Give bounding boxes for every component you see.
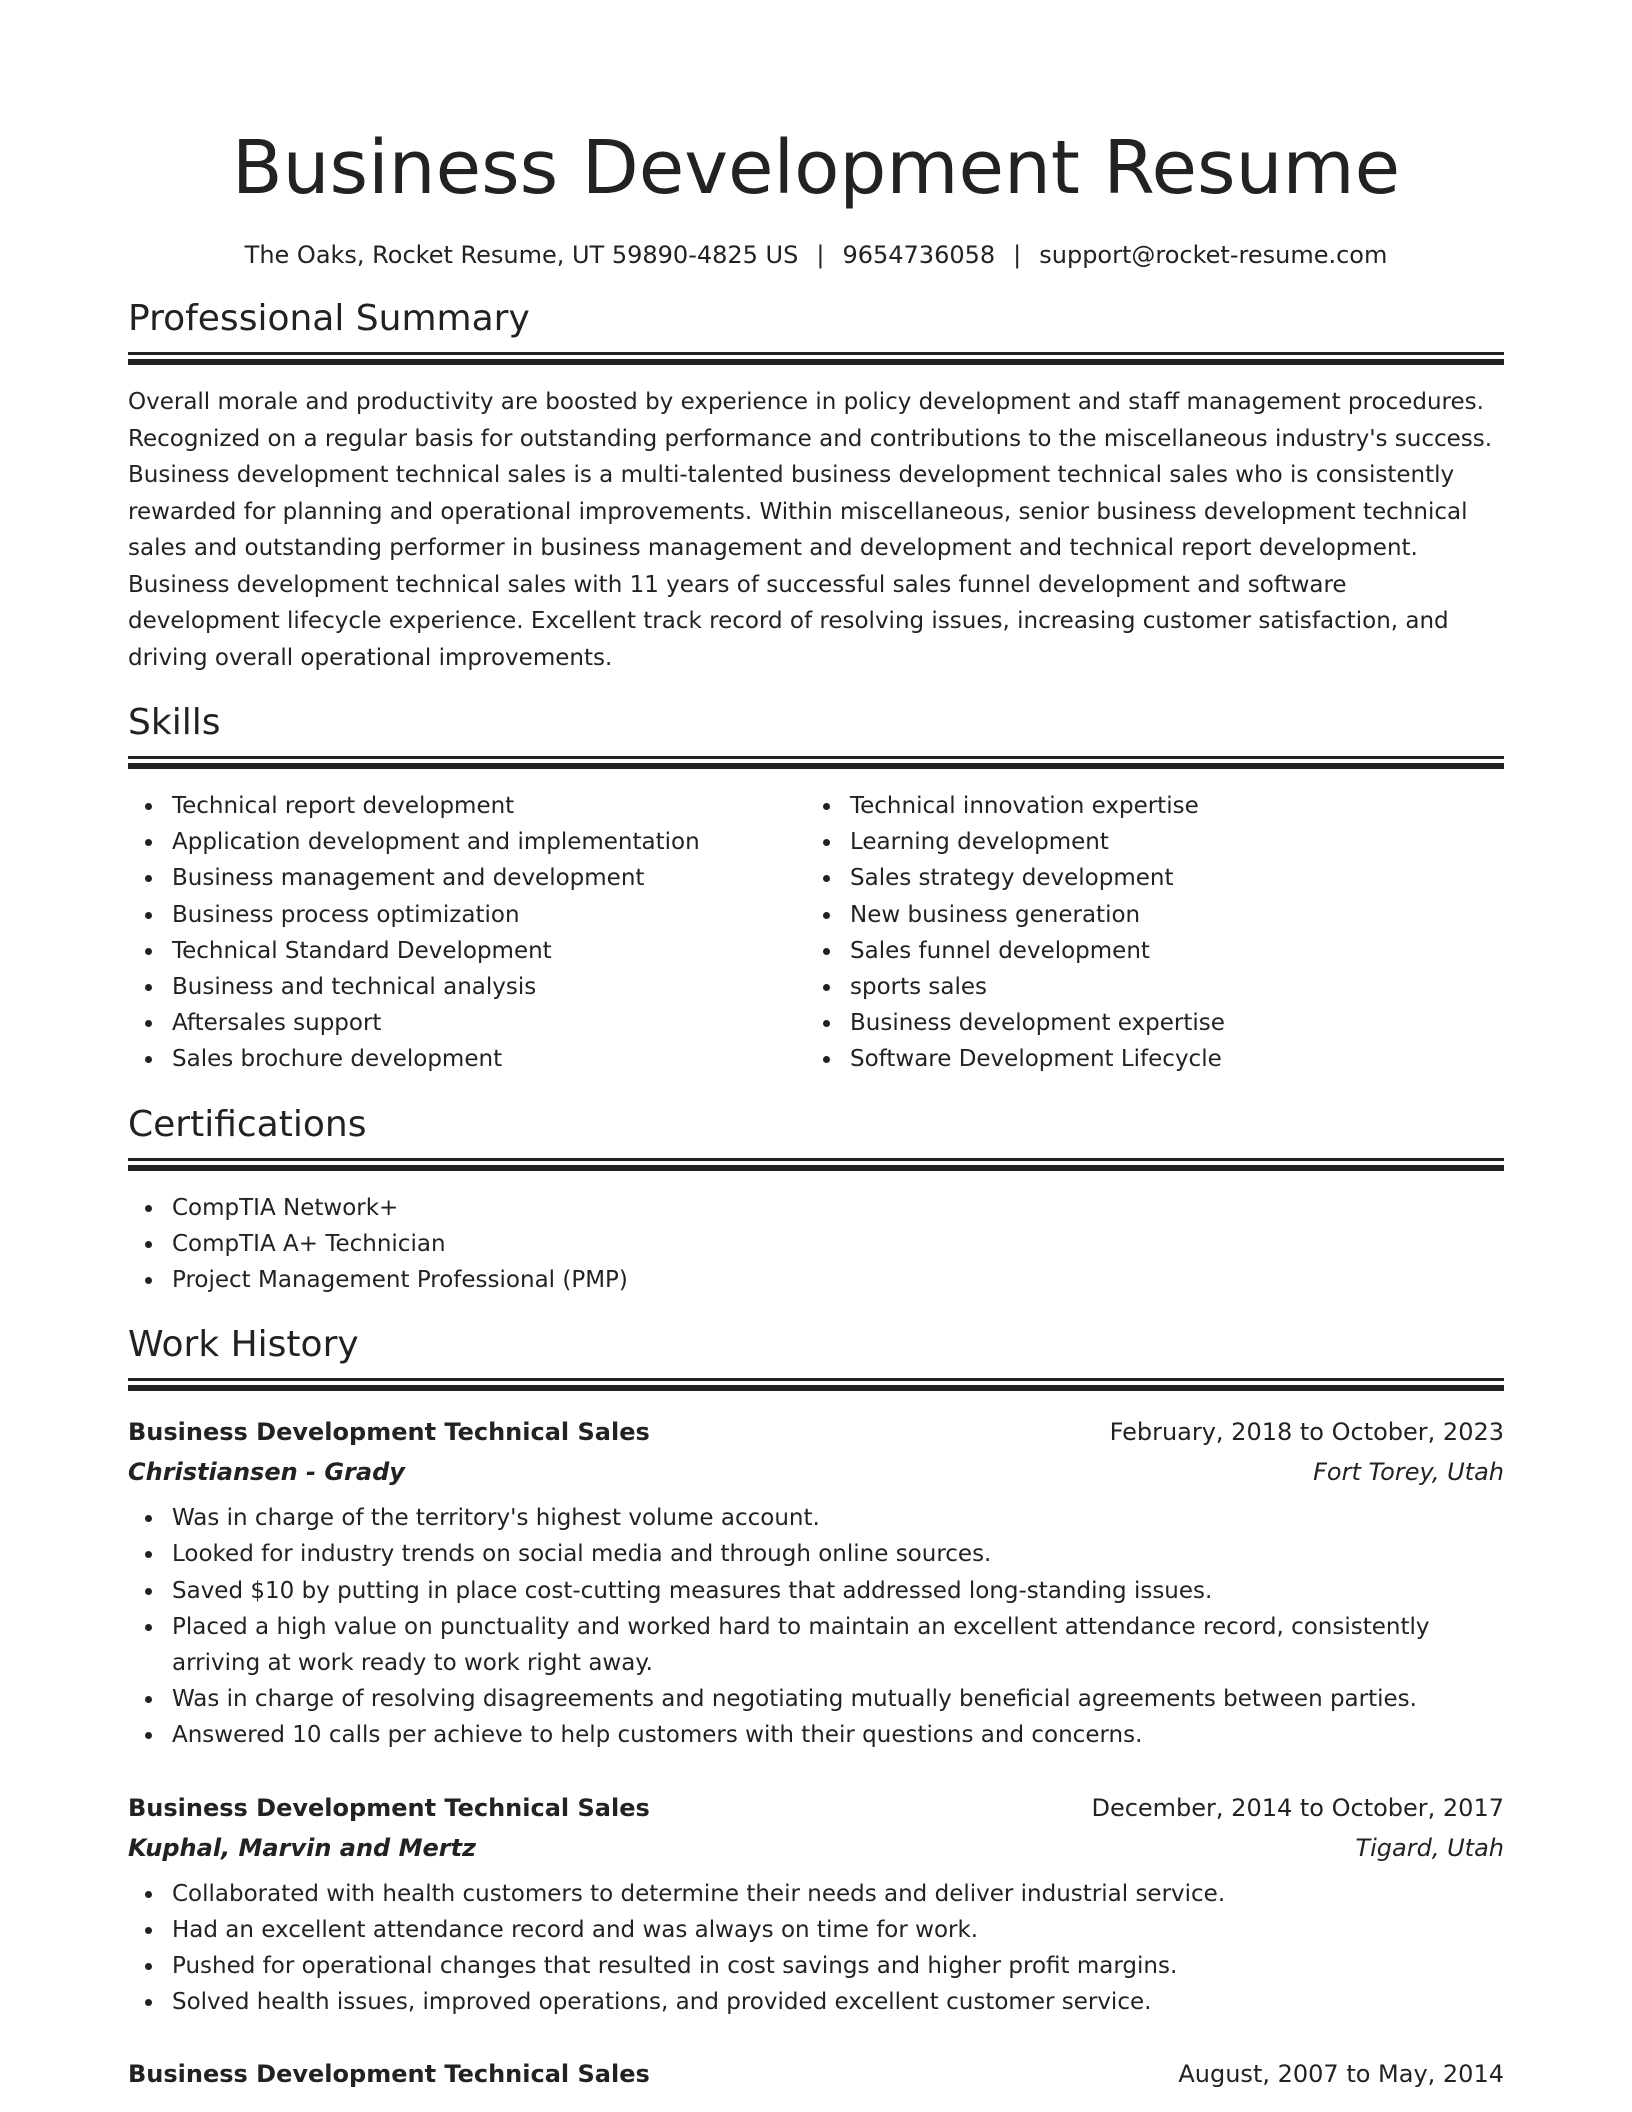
job-dates: August, 2007 to May, 2014	[1178, 2060, 1504, 2089]
skill-item: Aftersales support	[172, 1005, 806, 1041]
section-heading: Work History	[128, 1324, 359, 1366]
summary-text: Overall morale and productivity are boosted by experience in policy development and staff management procedures. Recognized on a regular basis for outstanding performance and contributions to the miscellaneous industry's success. Business development technical sales is a multi-talented business development technical sales who is consistently rewarded for planning and operational improvements. Within miscellaneous, senior business development technical sales and outstanding performer in business management and development and technical report development. Business development technical sales with 11 years of successful sales funnel development and software development lifecycle experience. Excellent track record of resolving issues, increasing customer satisfaction, and driving overall operational improvements.	[128, 389, 1493, 671]
resume-page	[128, 0, 1504, 2094]
contact-email: support@rocket-resume.com	[1039, 241, 1388, 269]
job-duty: Saved $10 by putting in place cost-cutting measures that addressed long-standing issues.	[172, 1573, 1504, 1609]
job-duty: Collaborated with health customers to determine their needs and deliver industrial service.	[172, 1876, 1504, 1912]
skill-item: Sales funnel development	[850, 933, 1548, 969]
skill-item: Software Development Lifecycle	[850, 1041, 1548, 1077]
resume-title: Business Development Resume	[231, 125, 1401, 211]
skill-item: Technical innovation expertise	[850, 788, 1548, 824]
job-duty: Answered 10 calls per achieve to help customers with their questions and concerns.	[172, 1717, 1504, 1753]
skill-item: Technical Standard Development	[172, 933, 806, 969]
skill-item: Learning development	[850, 824, 1548, 860]
contact-address: The Oaks, Rocket Resume, UT 59890-4825 US	[244, 241, 799, 269]
skills-list-right	[806, 788, 1548, 1078]
skill-item: Business process optimization	[172, 897, 806, 933]
skill-item: Business and technical analysis	[172, 969, 806, 1005]
job-duty: Solved health issues, improved operations, and provided excellent customer service.	[172, 1984, 1504, 2020]
skill-item: Technical report development	[172, 788, 806, 824]
section-skills	[128, 700, 1504, 1078]
skills-list-left	[128, 788, 806, 1078]
job-title: Business Development Technical Sales	[128, 1793, 650, 1822]
job-location: Fort Torey, Utah	[1313, 1458, 1504, 1487]
skill-item: Business management and development	[172, 860, 806, 896]
section-divider	[128, 1158, 1504, 1180]
section-work-history	[128, 1322, 1504, 2094]
section-heading: Skills	[128, 702, 221, 743]
job-company-row	[128, 1828, 1504, 1868]
skill-item: sports sales	[850, 969, 1548, 1005]
certification-item: CompTIA A+ Technician	[172, 1226, 1504, 1262]
job-header-row	[128, 2054, 1504, 2094]
contact-phone: 9654736058	[842, 241, 996, 269]
job-company: Christiansen - Grady	[128, 1458, 405, 1487]
certifications-list	[128, 1190, 1504, 1299]
section-divider	[128, 352, 1504, 374]
skill-item: Sales brochure development	[172, 1041, 806, 1077]
contact-line	[128, 238, 1504, 272]
job-duty: Was in charge of resolving disagreements and negotiating mutually beneficial agreements between parties.	[172, 1681, 1504, 1717]
job-duty: Looked for industry trends on social media and through online sources.	[172, 1536, 1504, 1572]
job-location: Tigard, Utah	[1355, 1833, 1504, 1862]
skills-grid	[128, 788, 1504, 1078]
job-duty: Had an excellent attendance record and was always on time for work.	[172, 1912, 1504, 1948]
section-professional-summary	[128, 296, 1504, 676]
job-dates: December, 2014 to October, 2017	[1091, 1793, 1504, 1822]
skill-item: Application development and implementation	[172, 824, 806, 860]
section-heading: Professional Summary	[128, 298, 530, 339]
job-company-row	[128, 1452, 1504, 1492]
job-entry	[128, 2054, 1504, 2094]
job-entry	[128, 1412, 1504, 1753]
skill-item: New business generation	[850, 897, 1548, 933]
job-duty: Placed a high value on punctuality and worked hard to maintain an excellent attendance record, consistently arriving at work ready to work right away.	[172, 1609, 1504, 1681]
job-duty: Pushed for operational changes that resulted in cost savings and higher profit margins.	[172, 1948, 1504, 1984]
job-company: Kuphal, Marvin and Mertz	[128, 1833, 477, 1862]
skill-item: Business development expertise	[850, 1005, 1548, 1041]
job-entry	[128, 1788, 1504, 2021]
job-title: Business Development Technical Sales	[128, 1418, 650, 1447]
job-header-row	[128, 1412, 1504, 1452]
section-certifications	[128, 1102, 1504, 1299]
contact-separator: |	[1013, 241, 1022, 269]
job-header-row	[128, 1788, 1504, 1828]
job-duties-list	[128, 1500, 1504, 1753]
certification-item: Project Management Professional (PMP)	[172, 1262, 1504, 1298]
job-dates: February, 2018 to October, 2023	[1109, 1418, 1504, 1447]
job-title: Business Development Technical Sales	[128, 2060, 650, 2089]
certification-item: CompTIA Network+	[172, 1190, 1504, 1226]
contact-separator: |	[816, 241, 825, 269]
section-heading: Certifications	[128, 1103, 367, 1145]
section-divider	[128, 756, 1504, 778]
section-divider	[128, 1378, 1504, 1400]
skill-item: Sales strategy development	[850, 860, 1548, 896]
job-duty: Was in charge of the territory's highest volume account.	[172, 1500, 1504, 1536]
job-duties-list	[128, 1876, 1504, 2021]
